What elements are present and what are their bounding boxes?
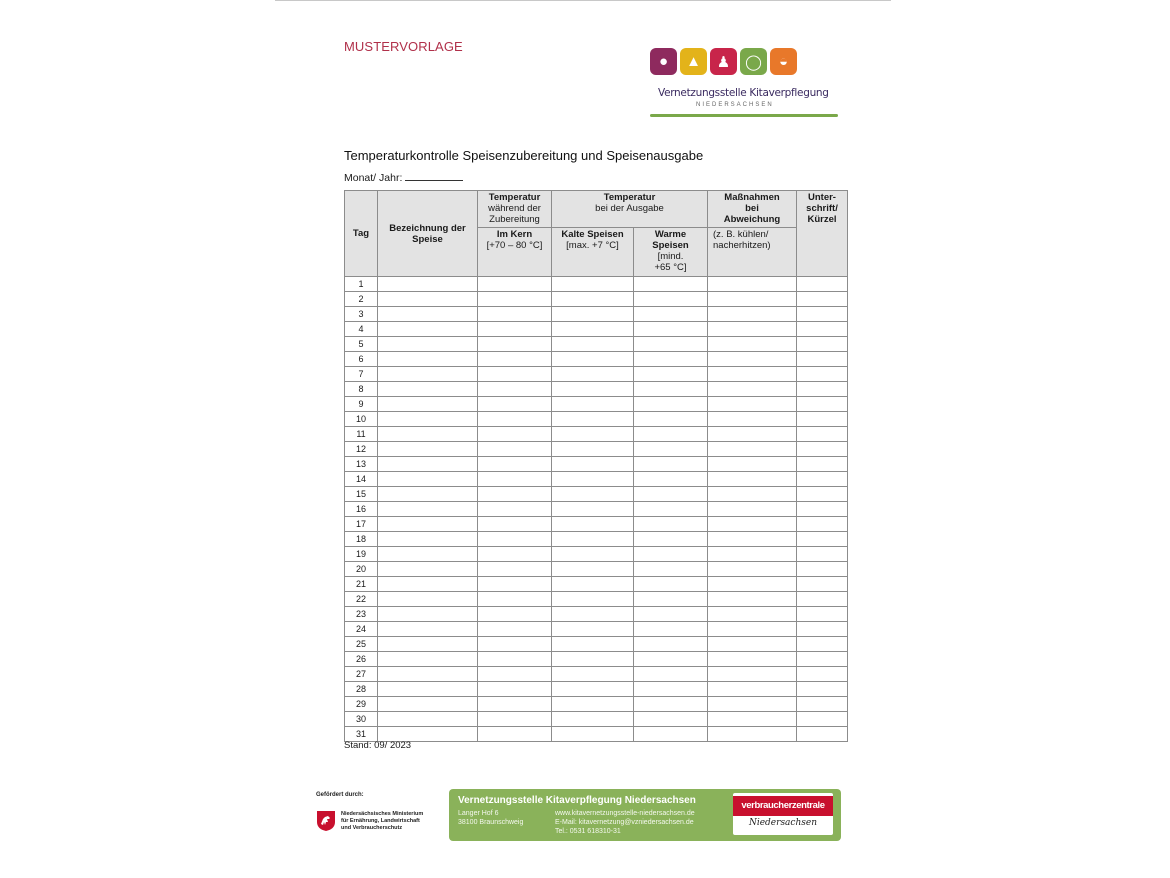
contact-box: [449, 789, 841, 841]
day-number: 8: [345, 382, 378, 397]
header-warme-speisen: Warme Speisen [mind. +65 °C]: [634, 228, 708, 277]
entry-cell: [634, 592, 708, 607]
entry-cell: [708, 397, 797, 412]
entry-cell: [708, 277, 797, 292]
entry-cell: [634, 307, 708, 322]
speech-bubble-icon: ●: [650, 48, 677, 75]
entry-cell: [378, 442, 478, 457]
entry-cell: [634, 547, 708, 562]
entry-cell: [708, 577, 797, 592]
entry-cell: [478, 517, 552, 532]
entry-cell: [797, 547, 848, 562]
logo-text: Vernetzungsstelle Kitaverpflegung: [658, 87, 829, 99]
entry-cell: [797, 367, 848, 382]
table-row: [345, 322, 848, 337]
entry-cell: [797, 682, 848, 697]
entry-cell: [478, 367, 552, 382]
day-number: 19: [345, 547, 378, 562]
entry-cell: [378, 532, 478, 547]
entry-cell: [378, 622, 478, 637]
day-number: 10: [345, 412, 378, 427]
table-row: [345, 442, 848, 457]
day-number: 18: [345, 532, 378, 547]
table-row: [345, 562, 848, 577]
entry-cell: [708, 322, 797, 337]
entry-cell: [478, 562, 552, 577]
entry-cell: [708, 727, 797, 742]
entry-cell: [634, 412, 708, 427]
header-temp-zubereitung: Temperatur während der Zubereitung: [478, 191, 552, 228]
entry-cell: [552, 427, 634, 442]
entry-cell: [378, 682, 478, 697]
entry-cell: [478, 667, 552, 682]
entry-cell: [797, 667, 848, 682]
entry-cell: [708, 622, 797, 637]
table-row: [345, 337, 848, 352]
day-number: 24: [345, 622, 378, 637]
verbraucherzentrale-logo: verbraucherzentrale Niedersachsen: [733, 793, 833, 835]
entry-cell: [797, 577, 848, 592]
entry-cell: [708, 472, 797, 487]
entry-cell: [634, 682, 708, 697]
carrot-icon: ▲: [680, 48, 707, 75]
entry-cell: [478, 472, 552, 487]
entry-cell: [708, 457, 797, 472]
entry-cell: [478, 382, 552, 397]
entry-cell: [552, 367, 634, 382]
table-row: [345, 712, 848, 727]
entry-cell: [634, 277, 708, 292]
entry-cell: [478, 592, 552, 607]
day-number: 6: [345, 352, 378, 367]
entry-cell: [797, 562, 848, 577]
header-massnahmen-hint: (z. B. kühlen/ nacherhitzen): [708, 228, 797, 277]
entry-cell: [797, 517, 848, 532]
table-row: [345, 487, 848, 502]
entry-cell: [797, 502, 848, 517]
table-row: [345, 652, 848, 667]
entry-cell: [478, 292, 552, 307]
entry-cell: [478, 337, 552, 352]
entry-cell: [478, 712, 552, 727]
day-number: 23: [345, 607, 378, 622]
entry-cell: [378, 307, 478, 322]
entry-cell: [378, 667, 478, 682]
table-row: [345, 697, 848, 712]
entry-cell: [378, 562, 478, 577]
table-row: [345, 457, 848, 472]
entry-cell: [378, 637, 478, 652]
entry-cell: [478, 442, 552, 457]
entry-cell: [634, 607, 708, 622]
entry-cell: [634, 397, 708, 412]
entry-cell: [378, 472, 478, 487]
entry-cell: [478, 727, 552, 742]
entry-cell: [552, 397, 634, 412]
entry-cell: [478, 622, 552, 637]
entry-cell: [797, 652, 848, 667]
entry-cell: [378, 397, 478, 412]
month-year-blank: [405, 171, 463, 181]
entry-cell: [797, 622, 848, 637]
entry-cell: [552, 652, 634, 667]
entry-cell: [634, 337, 708, 352]
table-row: [345, 607, 848, 622]
table-row: [345, 667, 848, 682]
entry-cell: [552, 502, 634, 517]
entry-cell: [552, 727, 634, 742]
entry-cell: [634, 457, 708, 472]
entry-cell: [634, 652, 708, 667]
table-row: [345, 622, 848, 637]
month-year-field: [344, 171, 463, 184]
entry-cell: [552, 712, 634, 727]
entry-cell: [708, 382, 797, 397]
entry-cell: [634, 382, 708, 397]
entry-cell: [708, 592, 797, 607]
entry-cell: [708, 697, 797, 712]
entry-cell: [634, 367, 708, 382]
entry-cell: [797, 352, 848, 367]
entry-cell: [634, 562, 708, 577]
entry-cell: [478, 502, 552, 517]
funded-by-label: Gefördert durch:: [316, 792, 364, 798]
entry-cell: [478, 457, 552, 472]
table-row: [345, 397, 848, 412]
day-number: 13: [345, 457, 378, 472]
header-tag: Tag: [345, 191, 378, 277]
entry-cell: [708, 712, 797, 727]
entry-cell: [552, 577, 634, 592]
entry-cell: [708, 607, 797, 622]
entry-cell: [478, 427, 552, 442]
entry-cell: [478, 322, 552, 337]
day-number: 17: [345, 517, 378, 532]
entry-cell: [552, 487, 634, 502]
entry-cell: [378, 592, 478, 607]
entry-cell: [378, 517, 478, 532]
entry-cell: [797, 592, 848, 607]
entry-cell: [797, 292, 848, 307]
entry-cell: [478, 577, 552, 592]
entry-cell: [634, 502, 708, 517]
contact-details: www.kitavernetzungsstelle-niedersachsen.de E-Mail: kitavernetzung@vzniedersachsen.de Tel.: 0531 618310-31: [555, 810, 695, 835]
entry-cell: [634, 712, 708, 727]
entry-cell: [552, 697, 634, 712]
entry-cell: [378, 427, 478, 442]
entry-cell: [378, 607, 478, 622]
entry-cell: [797, 427, 848, 442]
logo-underline: [650, 114, 838, 117]
entry-cell: [634, 532, 708, 547]
entry-cell: [708, 502, 797, 517]
entry-cell: [797, 337, 848, 352]
entry-cell: [634, 322, 708, 337]
day-number: 14: [345, 472, 378, 487]
table-row: [345, 547, 848, 562]
contact-box-title: Vernetzungsstelle Kitaverpflegung Niedersachsen: [458, 795, 696, 806]
day-number: 2: [345, 292, 378, 307]
day-number: 1: [345, 277, 378, 292]
entry-cell: [797, 397, 848, 412]
entry-cell: [708, 427, 797, 442]
people-icon: ♟: [710, 48, 737, 75]
entry-cell: [378, 337, 478, 352]
entry-cell: [478, 697, 552, 712]
entry-cell: [552, 382, 634, 397]
entry-cell: [378, 697, 478, 712]
table-row: [345, 592, 848, 607]
entry-cell: [708, 442, 797, 457]
entry-cell: [378, 577, 478, 592]
entry-cell: [708, 292, 797, 307]
table-row: [345, 727, 848, 742]
entry-cell: [378, 547, 478, 562]
entry-cell: [708, 652, 797, 667]
entry-cell: [634, 442, 708, 457]
entry-cell: [378, 502, 478, 517]
day-number: 16: [345, 502, 378, 517]
header-temp-ausgabe: Temperatur bei der Ausgabe: [552, 191, 708, 228]
entry-cell: [552, 352, 634, 367]
page-top-border: [275, 0, 891, 1]
table-row: [345, 502, 848, 517]
entry-cell: [634, 292, 708, 307]
entry-cell: [708, 412, 797, 427]
entry-cell: [797, 487, 848, 502]
entry-cell: [552, 337, 634, 352]
entry-cell: [552, 667, 634, 682]
day-number: 3: [345, 307, 378, 322]
header-massnahmen: Maßnahmen bei Abweichung: [708, 191, 797, 228]
header-im-kern: Im Kern [+70 – 80 °C]: [478, 228, 552, 277]
entry-cell: [478, 307, 552, 322]
entry-cell: [378, 352, 478, 367]
table-row: [345, 682, 848, 697]
header-unterschrift: Unter-schrift/ Kürzel: [797, 191, 848, 277]
entry-cell: [797, 277, 848, 292]
entry-cell: [552, 622, 634, 637]
entry-cell: [552, 442, 634, 457]
entry-cell: [552, 472, 634, 487]
entry-cell: [378, 487, 478, 502]
entry-cell: [478, 397, 552, 412]
table-row: [345, 637, 848, 652]
entry-cell: [634, 352, 708, 367]
entry-cell: [552, 277, 634, 292]
entry-cell: [797, 442, 848, 457]
entry-cell: [378, 457, 478, 472]
ministry-name: Niedersächsisches Ministerium für Ernährung, Landwirtschaft und Verbraucherschutz: [341, 811, 424, 831]
entry-cell: [797, 532, 848, 547]
table-row: [345, 532, 848, 547]
entry-cell: [634, 472, 708, 487]
entry-cell: [478, 487, 552, 502]
entry-cell: [708, 532, 797, 547]
entry-cell: [552, 322, 634, 337]
entry-cell: [552, 682, 634, 697]
entry-cell: [552, 307, 634, 322]
table-row: [345, 577, 848, 592]
entry-cell: [378, 292, 478, 307]
entry-cell: [552, 607, 634, 622]
entry-cell: [378, 412, 478, 427]
day-number: 4: [345, 322, 378, 337]
entry-cell: [378, 652, 478, 667]
entry-cell: [478, 277, 552, 292]
entry-cell: [708, 667, 797, 682]
entry-cell: [552, 547, 634, 562]
document-title: Temperaturkontrolle Speisenzubereitung und Speisenausgabe: [344, 148, 704, 163]
entry-cell: [634, 487, 708, 502]
entry-cell: [378, 277, 478, 292]
entry-cell: [797, 382, 848, 397]
postal-address: Langer Hof 6 38100 Braunschweig: [458, 810, 524, 826]
day-number: 7: [345, 367, 378, 382]
entry-cell: [634, 667, 708, 682]
day-number: 25: [345, 637, 378, 652]
entry-cell: [552, 412, 634, 427]
day-number: 11: [345, 427, 378, 442]
table-row: [345, 412, 848, 427]
entry-cell: [797, 472, 848, 487]
table-row: [345, 382, 848, 397]
entry-cell: [708, 682, 797, 697]
entry-cell: [552, 517, 634, 532]
day-number: 29: [345, 697, 378, 712]
entry-cell: [478, 352, 552, 367]
entry-cell: [797, 637, 848, 652]
month-year-label: Monat/ Jahr:: [344, 172, 403, 184]
day-number: 15: [345, 487, 378, 502]
entry-cell: [552, 457, 634, 472]
day-number: 22: [345, 592, 378, 607]
day-number: 31: [345, 727, 378, 742]
entry-cell: [478, 652, 552, 667]
day-number: 27: [345, 667, 378, 682]
entry-cell: [708, 637, 797, 652]
niedersachsen-horse-icon: [316, 810, 336, 832]
entry-cell: [552, 562, 634, 577]
table-row: [345, 472, 848, 487]
entry-cell: [797, 697, 848, 712]
header-bezeichnung: Bezeichnung der Speise: [378, 191, 478, 277]
version-stamp: Stand: 09/ 2023: [344, 740, 412, 751]
plate-icon: ◯: [740, 48, 767, 75]
entry-cell: [708, 307, 797, 322]
entry-cell: [708, 517, 797, 532]
entry-cell: [797, 307, 848, 322]
entry-cell: [634, 697, 708, 712]
temperature-log-table: [344, 190, 848, 742]
day-number: 20: [345, 562, 378, 577]
table-row: [345, 517, 848, 532]
logo-subtitle: NIEDERSACHSEN: [696, 102, 774, 108]
entry-cell: [552, 292, 634, 307]
entry-cell: [797, 712, 848, 727]
entry-cell: [478, 547, 552, 562]
entry-cell: [634, 637, 708, 652]
template-label: MUSTERVORLAGE: [344, 39, 463, 54]
entry-cell: [378, 382, 478, 397]
entry-cell: [378, 712, 478, 727]
table-row: [345, 352, 848, 367]
entry-cell: [708, 487, 797, 502]
day-number: 5: [345, 337, 378, 352]
entry-cell: [552, 637, 634, 652]
entry-cell: [797, 727, 848, 742]
entry-cell: [797, 607, 848, 622]
entry-cell: [478, 532, 552, 547]
entry-cell: [634, 427, 708, 442]
entry-cell: [552, 592, 634, 607]
kitaverpflegung-logo: [648, 44, 840, 118]
table-row: [345, 292, 848, 307]
entry-cell: [478, 412, 552, 427]
entry-cell: [634, 727, 708, 742]
entry-cell: [708, 352, 797, 367]
entry-cell: [378, 322, 478, 337]
table-row: [345, 367, 848, 382]
entry-cell: [797, 322, 848, 337]
entry-cell: [378, 367, 478, 382]
entry-cell: [797, 412, 848, 427]
entry-cell: [708, 547, 797, 562]
entry-cell: [708, 562, 797, 577]
pot-icon: ◒: [770, 48, 797, 75]
day-number: 12: [345, 442, 378, 457]
entry-cell: [708, 367, 797, 382]
entry-cell: [634, 517, 708, 532]
entry-cell: [708, 337, 797, 352]
day-number: 28: [345, 682, 378, 697]
day-number: 26: [345, 652, 378, 667]
entry-cell: [634, 577, 708, 592]
table-row: [345, 427, 848, 442]
table-row: [345, 307, 848, 322]
entry-cell: [478, 637, 552, 652]
table-row: [345, 277, 848, 292]
entry-cell: [797, 457, 848, 472]
day-number: 30: [345, 712, 378, 727]
header-kalte-speisen: Kalte Speisen [max. +7 °C]: [552, 228, 634, 277]
day-number: 9: [345, 397, 378, 412]
entry-cell: [634, 622, 708, 637]
entry-cell: [552, 532, 634, 547]
entry-cell: [478, 607, 552, 622]
day-number: 21: [345, 577, 378, 592]
entry-cell: [478, 682, 552, 697]
